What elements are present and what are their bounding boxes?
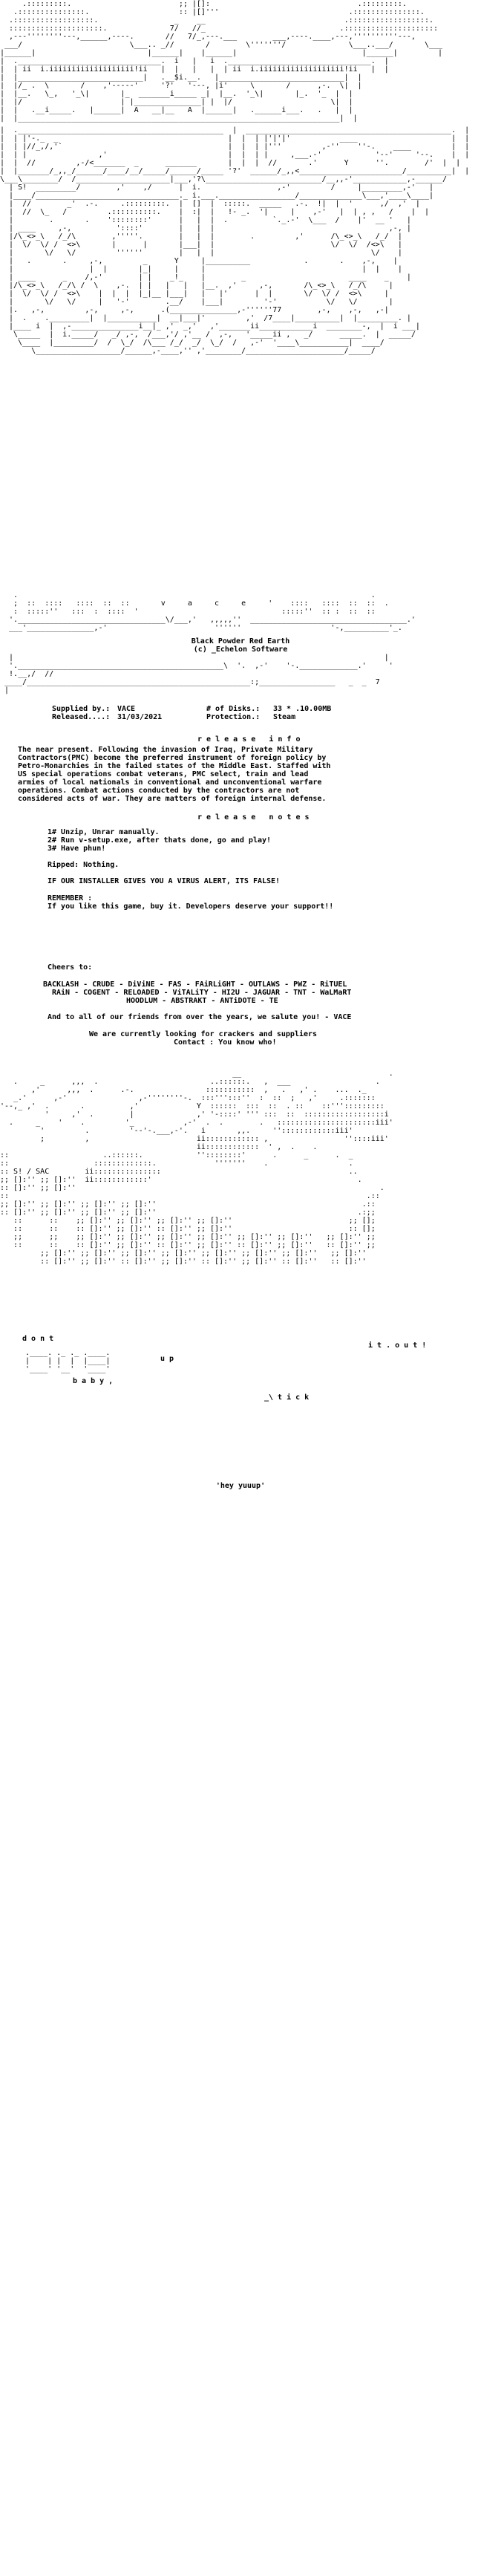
release-notes-step1: 1# Unzip, Unrar manually. — [48, 828, 160, 836]
greets-recruit: We are currently looking for crackers and suppliers — [89, 1030, 318, 1038]
released-value: 31/03/2021 — [117, 713, 163, 721]
release-subtitle: (c) _Echelon Software — [193, 645, 288, 654]
nfo-header-logo-art: .:::::::::. ;; |[]: .:::::::::. .:::::::::::::::. :: |[]''' .:::::::::::::::. .::::::::::::::::::. _ __ .::::::::::::::::::. :::::::::::::::::::::. 7/ //_ .::::::::::::::::::::: ,---''''''''---,______,----. // 7/_,---.___ ___,----.____,---,''''''''''---, ___/ \___.. _// / \'''''''/ \___..___/ \___ |______| |______| |______| |______| | | .________________________________. i | i .________________________________. | | | ii i.iiiiiiiiiiiiiiiiiii!ii | | | | | ii i.iiiiiiiiiiiiiiiiiii!ii | | | |____________________________| .__$i.__. |____________________________| | | |/_ . \ / ,'-----' '?' '---, |i' \ / ,-. \| | | |__. \_, '_\| |_ _______i_____ _| |__. '_\| |_. '_ | | | |/ | |_______________| | |/ \| | | | .__i_____. |______| A __|__ A |______| .______i___. . | | | |________________________________________________________________________| | — [0, 0, 443, 123]
release-notes-heading: r e l e a s e n o t e s — [197, 813, 310, 822]
release-info-body: The near present. Following the invasion of Iraq, Private Military Contractors(PMC) become the preferred instrument of foreign policy by Petro-Monarchies in the failed states of the Middle East. Staffed with US special operations combat veterans, PMC select, train and lead armies of local nationals in conventional and unconventional warfare operations. Combat actions conducted by the contractors are not considered acts of war. They are matters of foreign internal defense. — [18, 746, 331, 803]
nfo-figure-art: | .______________________________________________ | ______________________________________________. | | | |'-._ _ | | | |'|'|' ____ | | | | |//_,/,'` | | | |''' ,-'' ''-. ____ | | | | | ,' | | | | ,___.-' '--' '--. | | | | // ,-/<_______ _ _______ | | | // .' Y ''. /' | | | |_______/_,,_/______/____/__/_____/______/_____ '?' ______/_,,<_______________________/__________| | \___\________/ /_____________________|___,'?\__________________________/__,,-'____________,-______/ | S! _________/ ,' ,/ | i. ,-' / |_________,-' | |____/________________________________._ i.___._________________/______________\___,'____\____| | // _' .-. .:::::::::. | [] | :::::. _____ .-. !| | ' ,/ ,' | | // \_ / .::::::::::. | :| | !- _. '| | ,-' | | , , / | | | . . '::::::::' | | | . `._.-' \___ / |' __ ' | | ____ ,-, '::::' | | | ,-, | |/\_<>_\ /_/\ ,'''''. | | | . ,' /\_<>_\ /_/ | | \/ \/ / <>\ | | |___| | \/ \/ /<>\ | | \/ \/ '''''' | | | \/ | | . . ,-, _ Y |__________ . . ,-, | | | | |_| | | | | | | ____ _ /,-' | | _!_ | _ ____ _ | |/\_<>_\ /_/\ / \ ,-. | | | | |__. ,' ,-, /\_<>_\ /_/\ | | \/ \/ / <>\ | | | |_|__ |___| | |' | | \/ \/ / <>\ | | \/ \/ | '-' .__/ |___| '-' \/ \/ | |. ,-, ,-, ,-, .(_______________,-''''''77 ,-, ,-, ,-| | . ._________| |___________| __|___|' ,' /7____|__________| |_________. | |____ i | ,-_______________i__|_ ,' _,' ,'_______ii____________i ________-, | i ___| \_____ | i._____/ _/ ,-, /___,'/ ,'__ / ,-, '_____ii , _/ _____. | _____/ \____ |_________/ / \_/ /\___ /_/ _/ \_/ / ,-' '____\___________| ____/ \___________________/______,-____,'' ,'________/______________________/_____/ — [0, 126, 470, 355]
footer-tagline: 'hey yuuup' — [215, 1482, 266, 1490]
release-notes-remember-text: If you like this game, buy it. Developers deserve your support!! — [48, 902, 334, 911]
greets-line-2: RAiN - COGENT - RELOADED - ViTALiTY - HI2U - JAGUAR - TNT - WaLMaRT — [52, 989, 352, 997]
release-notes-remember-label: REMEMBER : — [48, 894, 93, 902]
vace-banner-frame-bottom: | | '.______________________________________________\ '. ,-' '-._____________.' ' !.__,/ // ____/__________________________________________________:;_________________ _ _ 7 | — [4, 654, 393, 695]
protection-value: Steam — [273, 713, 296, 721]
release-notes-virus-warning: IF OUR INSTALLER GIVES YOU A VIRUS ALERT, ITS FALSE! — [48, 877, 281, 885]
release-notes-ripped: Ripped: Nothing. — [48, 861, 120, 869]
supplied-by-value: VACE — [117, 705, 136, 713]
supplied-by-label: Supplied by.: — [52, 705, 111, 713]
release-info-heading: r e l e a s e i n f o — [197, 735, 301, 744]
release-notes-step3: 3# Have phun! — [48, 845, 106, 853]
greets-line-1: BACKLASH - CRUDE - DiViNE - FAS - FAiRLiGHT - OUTLAWS - PWZ - RiTUEL — [43, 980, 347, 989]
footer-word-baby: b a b y , — [73, 1377, 114, 1385]
released-label: Released....: — [52, 713, 111, 721]
disks-value: 33 * .10.00MB — [273, 705, 332, 713]
footer-word-dont: d o n t — [22, 1335, 54, 1343]
nfo-footer-art: __ . . _ ,,, . ..::::::. , ___ . ,' ,,, . .-. ::::::::::: , . ,' . ... ._ _.' ,-' ,-''''''''-. :::''':::'' : :: ; ,' .::::::: '--,_ ,' . . ,' Y :::::: ::: :: . :: ::'''::::::::: ' ,' . | ,' '-::::' ''' ::: :: ::::::::::::::::::i . _ ' . '_ ,-' . . . ::::::::::::::::::::::iii' ' . '--'-.___,-'. i ,,. ''::::::::::::iii' ; , ii:::::::::::: , ''::::iii' ii:::::::::::: ' , . . :: ..::::::. ''::::::::' . _ . _ :: :::::::::::::. ''''''' . . :: S! / SAC ii::::::::::::::: .. ;; []:'' ;; []:'' ii::::::::::::' . :: []:'' ;; []:'' . :: .:: ;; []:'' ;; []:'' ;; []:'' ;; []:'' .:: :: []:'' ;; []:'' ;; []:'' ;; []:'' .:;; :: :: ;; []:'' ;; []:'' ;; []:'' ;; []:'' ;; []; :: :: :: []:'' ;; []:'' :: []:'' ;; []:'' :: []; ;; ;; ;; []:'' ;; []:'' ;; []:'' ;; []:'' ;; []:'' ;; []:'' ;; []:'' ;; :: :: :: []:'' ;; []:'' :: []:'' ;; []:'' :: []:'' ;; []:'' :: []:'' ;; ;; []:'' ;; []:'' ;; []:'' ;; []:'' ;; []:'' ;; []:'' ;; []:'' ;; []:'' :: []:'' ;; []:'' :: []:'' ;; []:'' :: []:'' ;; []:'' :: []:'' :: []:'' — [0, 1070, 393, 1266]
footer-word-stick: _\ t i c k — [264, 1393, 310, 1402]
footer-give-logo: .____. ._ ._ .____. | | | | |____| '____' '__' '____' — [25, 1349, 111, 1373]
greets-salute: And to all of our friends from over the years, we salute you! - VACE — [48, 1013, 352, 1021]
protection-label: Protection.: — [206, 713, 261, 721]
vace-banner-frame-top: . . ; :: :::: :::: :: :: v a c e ' :::: :::: :: :: . : :::::'' ::: : :::: ' :::::'' :: : :: :: '._________________________________\/___,' ,,,,,'' ___________________________________.' ___'_______________,-' '''''' '-,__________'_. — [9, 591, 416, 632]
greets-contact: Contact : You know who! — [174, 1038, 277, 1047]
greets-cheers-label: Cheers to: — [48, 963, 93, 972]
footer-word-itout: i t . o u t ! — [368, 1341, 427, 1350]
release-notes-step2: 2# Run v-setup.exe, after thats done, go and play! — [48, 836, 272, 845]
footer-word-up: u p — [160, 1355, 174, 1363]
release-title: Black Powder Red Earth — [191, 637, 290, 645]
greets-line-3: HOODLUM - ABSTRAKT - ANTiDOTE - TE — [126, 997, 278, 1005]
disks-label: # of Disks.: — [206, 705, 261, 713]
